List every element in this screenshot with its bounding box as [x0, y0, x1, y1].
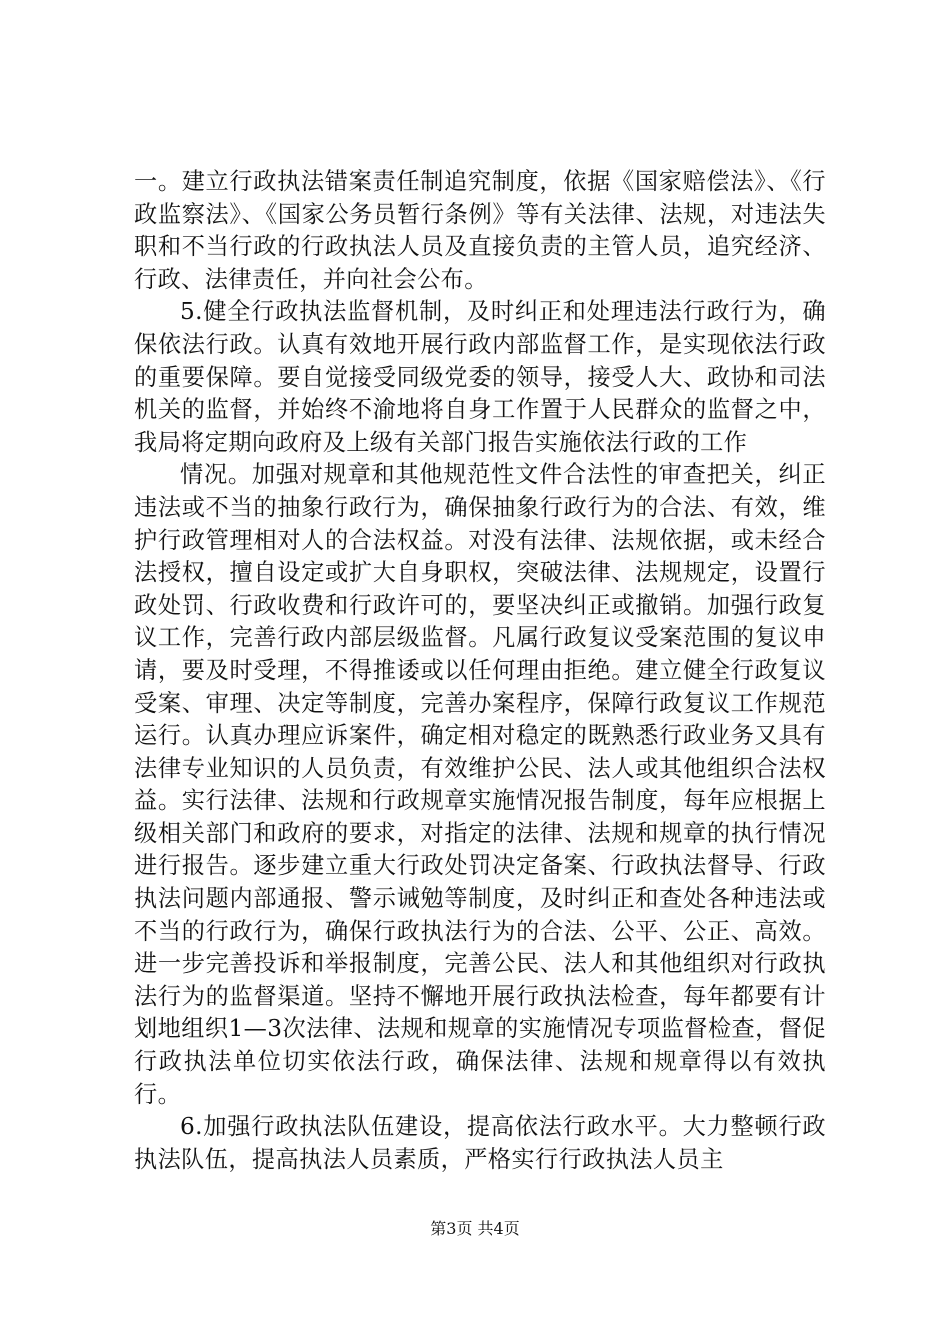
- paragraph-supervision-mechanism: 5.健全行政执法监督机制，及时纠正和处理违法行政行为，确保依法行政。认真有效地开展行政内部监督工作，是实现依法行政的重要保障。要自觉接受同级党委的领导，接受人大、政协和司法机关的监督，并始终不渝地将自身工作置于人民群众的监督之中，我局将定期向政府及上级有关部门报告实施依法行政的工作: [134, 298, 826, 456]
- document-body: [134, 166, 826, 1176]
- paragraph-team-building: 6.加强行政执法队伍建设，提高依法行政水平。大力整顿行政执法队伍，提高执法人员素质，严格实行行政执法人员主: [134, 1113, 826, 1173]
- page-footer: 第3页 共4页: [430, 1219, 520, 1238]
- paragraph-accountability: 一。建立行政执法错案责任制追究制度，依据《国家赔偿法》、《行政监察法》、《国家公务员暂行条例》等有关法律、法规，对违法失职和不当行政的行政执法人员及直接负责的主管人员，追究经济、行政、法律责任，并向社会公布。: [134, 168, 826, 293]
- paragraph-supervision-details: 情况。加强对规章和其他规范性文件合法性的审查把关，纠正违法或不当的抽象行政行为，确保抽象行政行为的合法、有效，维护行政管理相对人的合法权益。对没有法律、法规依据，或未经合法授权，擅自设定或扩大自身职权，突破法律、法规规定，设置行政处罚、行政收费和行政许可的，要坚决纠正或撤销。加强行政复议工作，完善行政内部层级监督。凡属行政复议受案范围的复议申请，要及时受理，不得推诿或以任何理由拒绝。建立健全行政复议受案、审理、决定等制度，完善办案程序，保障行政复议工作规范运行。认真办理应诉案件，确定相对稳定的既熟悉行政业务又具有法律专业知识的人员负责，有效维护公民、法人或其他组织合法权益。实行法律、法规和行政规章实施情况报告制度，每年应根据上级相关部门和政府的要求，对指定的法律、法规和规章的执行情况进行报告。逐步建立重大行政处罚决定备案、行政执法督导、行政执法问题内部通报、警示诫勉等制度，及时纠正和查处各种违法或不当的行政行为，确保行政执法行为的合法、公平、公正、高效。进一步完善投诉和举报制度，完善公民、法人和其他组织对行政执法行为的监督渠道。坚持不懈地开展行政执法检查，每年都要有计划地组织1—3次法律、法规和规章的实施情况专项监督检查，督促行政执法单位切实依法行政，确保法律、法规和规章得以有效执行。: [134, 461, 826, 1108]
